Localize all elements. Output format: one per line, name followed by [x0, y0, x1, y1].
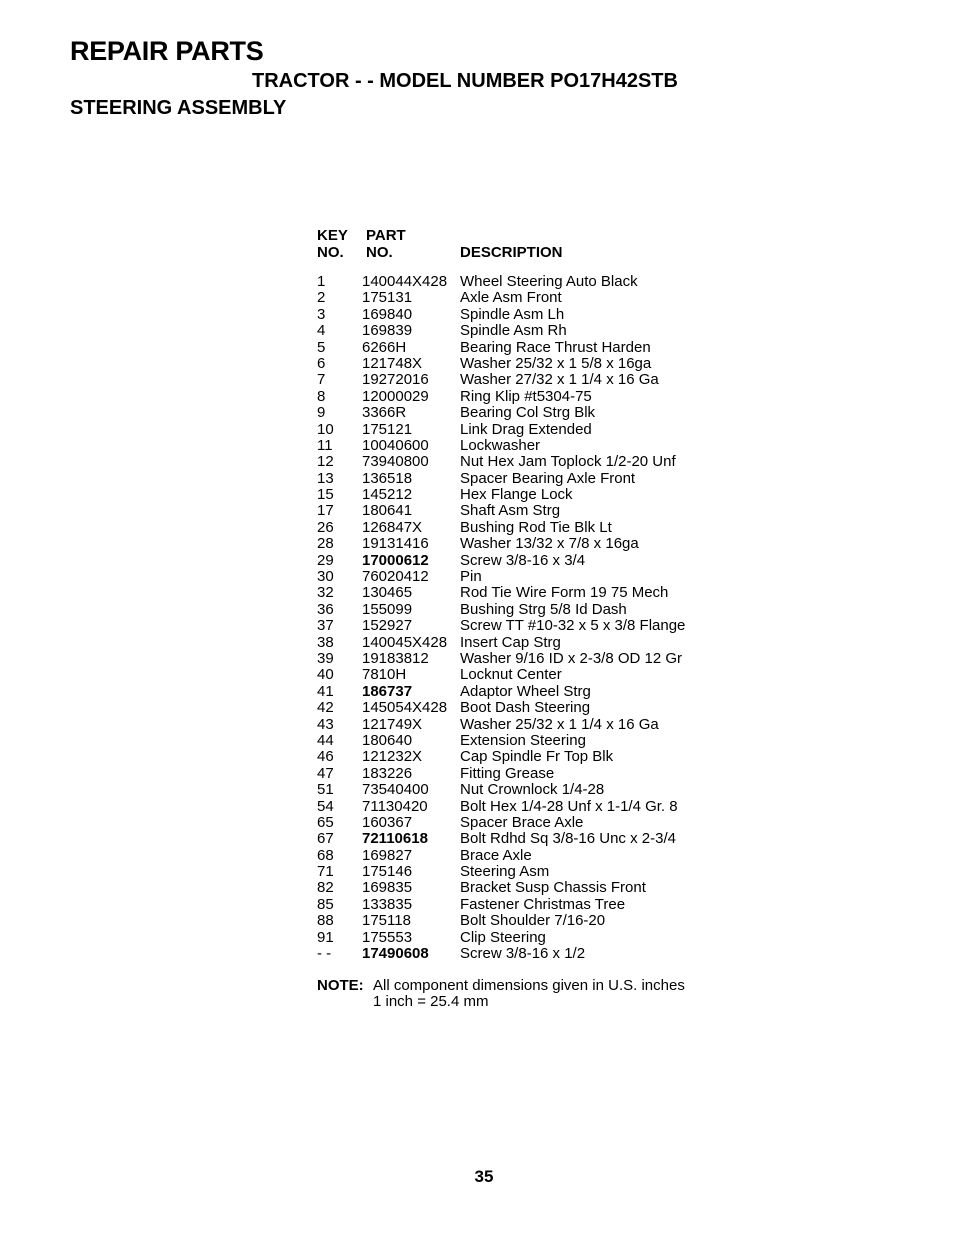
- part-no: 180641: [362, 502, 413, 520]
- description: Link Drag Extended: [460, 420, 592, 438]
- part-no: 169827: [362, 846, 413, 864]
- description: Spindle Asm Lh: [460, 305, 565, 323]
- key-no: 91: [317, 928, 334, 946]
- key-no: 11: [317, 436, 333, 454]
- part-no: 72110618: [362, 830, 428, 848]
- description: Insert Cap Strg: [460, 633, 561, 651]
- key-no: 6: [317, 354, 326, 372]
- part-no: 175553: [362, 928, 413, 946]
- description: Fastener Christmas Tree: [460, 895, 626, 913]
- part-no: 126847X: [362, 518, 423, 536]
- part-no: 121232X: [362, 748, 423, 766]
- part-no: 160367: [362, 813, 413, 831]
- description: Adaptor Wheel Strg: [460, 682, 591, 700]
- description: Washer 13/32 x 7/8 x 16ga: [460, 535, 639, 553]
- description: Lockwasher: [460, 436, 541, 454]
- description: Cap Spindle Fr Top Blk: [460, 748, 614, 766]
- description: Extension Steering: [460, 731, 586, 749]
- part-no: 73940800: [362, 453, 429, 471]
- key-no: 88: [317, 912, 334, 930]
- part-no: 169835: [362, 879, 413, 897]
- description: Nut Hex Jam Toplock 1/2-20 Unf: [460, 453, 676, 471]
- part-no: 145212: [362, 486, 413, 504]
- key-no: 38: [317, 633, 334, 651]
- key-no: 54: [317, 797, 334, 815]
- part-no: 121749X: [362, 715, 423, 733]
- key-no: 30: [317, 568, 334, 586]
- key-no: 47: [317, 764, 334, 782]
- part-no: 133835: [362, 895, 413, 913]
- description: Boot Dash Steering: [460, 699, 591, 717]
- part-no: 10040600: [362, 436, 429, 454]
- key-no: 4: [317, 322, 326, 340]
- description: Wheel Steering Auto Black: [460, 273, 638, 290]
- part-no: 71130420: [362, 797, 428, 815]
- part-no: 3366R: [362, 404, 407, 422]
- part-no: 183226: [362, 764, 413, 782]
- key-no: 8: [317, 387, 326, 405]
- part-no: 140044X428: [362, 273, 448, 290]
- description: Bolt Shoulder 7/16-20: [460, 912, 606, 930]
- key-no: 9: [317, 404, 326, 422]
- key-no: 37: [317, 617, 334, 635]
- part-no: 76020412: [362, 568, 429, 586]
- description: Spacer Brace Axle: [460, 813, 584, 831]
- key-no: 2: [317, 289, 326, 307]
- description: Screw TT #10-32 x 5 x 3/8 Flange: [460, 617, 686, 635]
- note-label: NOTE:: [317, 977, 364, 994]
- part-no: 121748X: [362, 354, 423, 372]
- description: Bushing Rod Tie Blk Lt: [460, 518, 612, 536]
- description: Ring Klip #t5304-75: [460, 387, 592, 405]
- part-no: 175131: [362, 289, 413, 307]
- header-key-line1: KEY: [317, 227, 348, 244]
- key-no: 7: [317, 371, 326, 389]
- part-no: 175121: [362, 420, 413, 438]
- part-no: 17490608: [362, 945, 429, 963]
- description: Bracket Susp Chassis Front: [460, 879, 646, 897]
- header-part-line2: NO.: [366, 244, 393, 261]
- key-no: 51: [317, 781, 334, 799]
- key-no: 5: [317, 338, 326, 356]
- page-title: REPAIR PARTS: [70, 36, 264, 66]
- key-no: 41: [317, 682, 334, 700]
- key-no: 10: [317, 420, 334, 438]
- part-no: 175146: [362, 863, 413, 881]
- description: Washer 9/16 ID x 2-3/8 OD 12 Gr: [460, 649, 683, 667]
- part-no: 169839: [362, 322, 413, 340]
- part-no: 155099: [362, 600, 413, 618]
- part-no: 12000029: [362, 387, 429, 405]
- part-no: 169840: [362, 305, 413, 323]
- key-no: 12: [317, 453, 334, 471]
- description: Spindle Asm Rh: [460, 322, 567, 340]
- key-no: 32: [317, 584, 334, 602]
- part-no: 19131416: [362, 535, 429, 553]
- header-part-line1: PART: [366, 227, 406, 244]
- key-no: 82: [317, 879, 334, 897]
- description: Nut Crownlock 1/4-28: [460, 781, 605, 799]
- description: Bolt Rdhd Sq 3/8-16 Unc x 2-3/4: [460, 830, 676, 848]
- part-no: 6266H: [362, 338, 407, 356]
- description: Washer 27/32 x 1 1/4 x 16 Ga: [460, 371, 659, 389]
- key-no: 40: [317, 666, 334, 684]
- part-no: 145054X428: [362, 699, 448, 717]
- description: Spacer Bearing Axle Front: [460, 469, 636, 487]
- key-no: 44: [317, 731, 334, 749]
- key-no: 71: [317, 863, 334, 881]
- part-no: 73540400: [362, 781, 429, 799]
- part-no: 140045X428: [362, 633, 448, 651]
- key-no: 65: [317, 813, 334, 831]
- key-no: 36: [317, 600, 334, 618]
- description: Hex Flange Lock: [460, 486, 573, 504]
- part-no: 152927: [362, 617, 413, 635]
- key-no: 17: [317, 502, 334, 520]
- description: Screw 3/8-16 x 3/4: [460, 551, 586, 569]
- key-no: 13: [317, 469, 334, 487]
- key-no: 1: [317, 273, 326, 290]
- description: Bushing Strg 5/8 Id Dash: [460, 600, 627, 618]
- part-no: 130465: [362, 584, 413, 602]
- key-no: 28: [317, 535, 334, 553]
- note-text-line2: 1 inch = 25.4 mm: [373, 993, 489, 1011]
- key-no: 29: [317, 551, 334, 569]
- section-title: STEERING ASSEMBLY: [70, 97, 287, 119]
- key-no: 46: [317, 748, 334, 766]
- part-no: 136518: [362, 469, 413, 487]
- description: Brace Axle: [460, 846, 532, 864]
- part-no: 7810H: [362, 666, 407, 684]
- part-no: 17000612: [362, 551, 429, 569]
- header-key-line2: NO.: [317, 244, 344, 261]
- key-no: 3: [317, 305, 326, 323]
- part-no: 186737: [362, 682, 413, 700]
- part-no: 175118: [362, 912, 411, 930]
- key-no: 85: [317, 895, 334, 913]
- key-no: - -: [317, 945, 332, 963]
- description: Rod Tie Wire Form 19 75 Mech: [460, 584, 669, 602]
- part-no: 19272016: [362, 371, 429, 389]
- description: Locknut Center: [460, 666, 562, 684]
- description: Shaft Asm Strg: [460, 502, 561, 520]
- description: Washer 25/32 x 1 1/4 x 16 Ga: [460, 715, 659, 733]
- part-no: 180640: [362, 731, 413, 749]
- note-text-line1: All component dimensions given in U.S. inches: [373, 977, 685, 994]
- description: Steering Asm: [460, 863, 550, 881]
- key-no: 67: [317, 830, 334, 848]
- description: Pin: [460, 568, 482, 586]
- description: Axle Asm Front: [460, 289, 562, 307]
- key-no: 68: [317, 846, 334, 864]
- part-no: 19183812: [362, 649, 429, 667]
- key-no: 42: [317, 699, 334, 717]
- description: Screw 3/8-16 x 1/2: [460, 945, 586, 963]
- description: Bearing Race Thrust Harden: [460, 338, 651, 356]
- description: Bolt Hex 1/4-28 Unf x 1-1/4 Gr. 8: [460, 797, 678, 815]
- description: Clip Steering: [460, 928, 546, 946]
- key-no: 43: [317, 715, 334, 733]
- key-no: 15: [317, 486, 334, 504]
- key-no: 26: [317, 518, 334, 536]
- key-no: 39: [317, 649, 334, 667]
- model-title: TRACTOR - - MODEL NUMBER PO17H42STB: [252, 70, 678, 92]
- description: Bearing Col Strg Blk: [460, 404, 596, 422]
- description: Fitting Grease: [460, 764, 555, 782]
- page-number: 35: [474, 1167, 494, 1186]
- header-description: DESCRIPTION: [460, 244, 563, 261]
- description: Washer 25/32 x 1 5/8 x 16ga: [460, 354, 652, 372]
